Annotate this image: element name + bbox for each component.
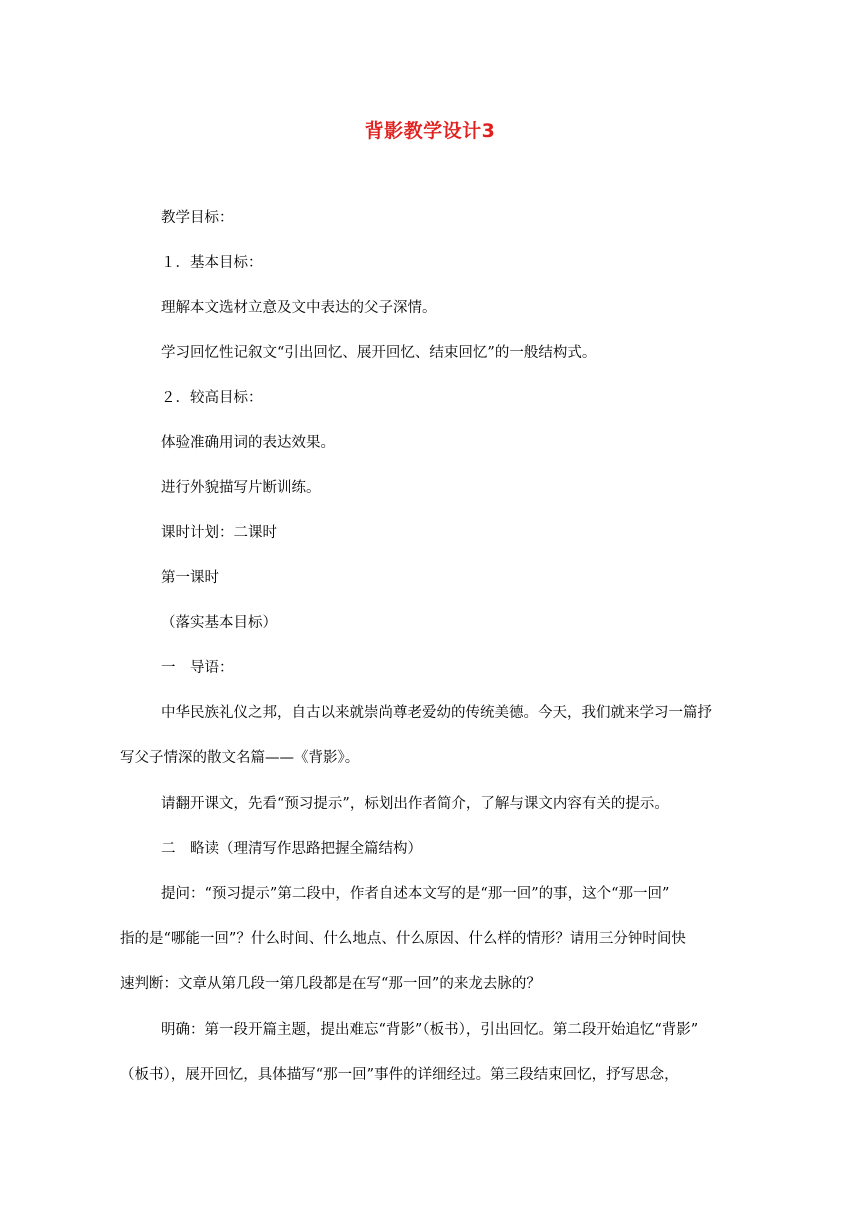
paragraph-section-skim: 二 略读（理清写作思路把握全篇结构） [161,841,422,857]
paragraph-basic-goal-1: 理解本文选材立意及文中表达的父子深情。 [161,300,437,316]
paragraph-teaching-goals: 教学目标： [161,210,234,226]
text-line: 提问：“预习提示”第二段中，作者自述本文写的是“那一回”的事，这个“那一回” [161,886,670,902]
text-line: 速判断：文章从第几段一第几段都是在写“那一回”的来龙去脉的？ [120,976,541,992]
paragraph-class-plan: 课时计划：二课时 [161,525,277,541]
paragraph-intro-text [120,691,741,781]
paragraph-higher-goal-1: 体验准确用词的表达效果。 [161,435,335,451]
text-line: 写父子情深的散文名篇——《背影》。 [120,750,360,766]
paragraph-question [120,872,741,1007]
paragraph-preview-instruction: 请翻开课文，先看“预习提示”，标划出作者简介，了解与课文内容有关的提示。 [161,796,669,812]
text-line: （板书），展开回忆，具体描写“那一回”事件的详细经过。第三段结束回忆，抒写思念， [120,1067,679,1083]
paragraph-basic-goal-heading: １．基本目标： [161,255,263,271]
paragraph-answer [120,1008,741,1098]
document-title: 背影教学设计3 [364,120,496,142]
paragraph-first-lesson: 第一课时 [161,570,219,586]
text-line: 中华民族礼仪之邦，自古以来就崇尚尊老爱幼的传统美德。今天，我们就来学习一篇抒 [161,705,712,721]
document-body [120,208,741,1111]
paragraph-higher-goal-2: 进行外貌描写片断训练。 [161,480,321,496]
text-line: 明确：第一段开篇主题，提出难忘“背影”（板书），引出回忆。第二段开始追忆“背影” [161,1022,699,1038]
paragraph-first-lesson-note: （落实基本目标） [161,615,277,631]
paragraph-higher-goal-heading: ２．较高目标： [161,390,263,406]
paragraph-section-intro: 一 导语： [161,660,234,676]
paragraph-basic-goal-2: 学习回忆性记叙文“引出回忆、展开回忆、结束回忆”的一般结构式。 [161,345,597,361]
text-line: 指的是“哪能一回”？什么时间、什么地点、什么原因、什么样的情形？请用三分钟时间快 [120,931,686,947]
